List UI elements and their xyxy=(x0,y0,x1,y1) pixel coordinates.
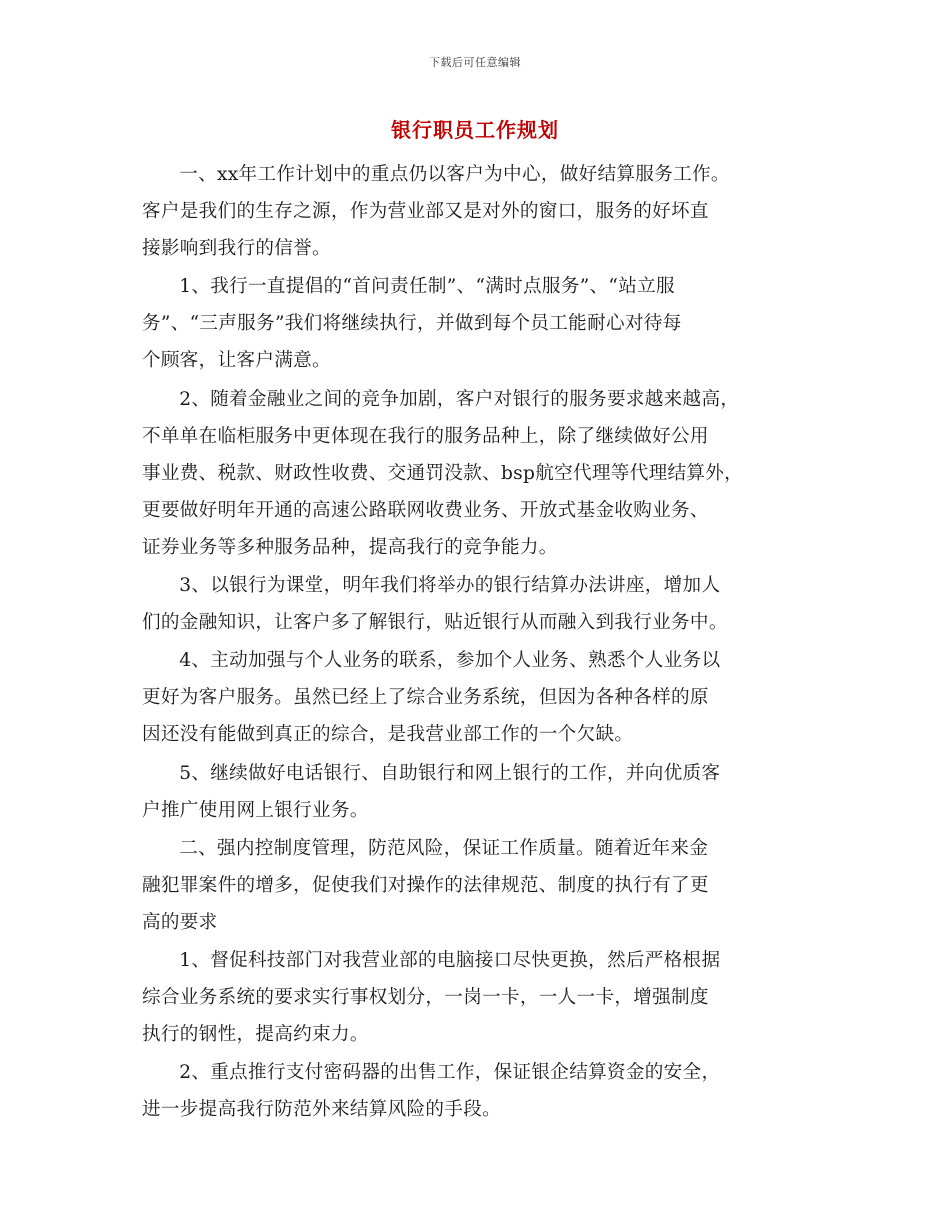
paragraph xyxy=(142,268,818,379)
text-line: 证券业务等多种服务品种，提高我行的竞争能力。 xyxy=(142,536,558,558)
page-title: 银行职员工作规划 xyxy=(391,118,559,142)
text-line: 接影响到我行的信誉。 xyxy=(142,238,331,260)
text-line: 1、我行一直提倡的“首问责任制”、“满时点服务”、“站立服 xyxy=(179,276,675,298)
text-line: 因还没有能做到真正的综合，是我营业部工作的一个欠缺。 xyxy=(142,724,634,746)
text-line: 户推广使用网上银行业务。 xyxy=(142,799,369,821)
text-line: 进一步提高我行防范外来结算风险的手段。 xyxy=(142,1099,501,1121)
text-line: 客户是我们的生存之源，作为营业部又是对外的窗口，服务的好坏直 xyxy=(142,201,709,223)
text-line: 事业费、税款、财政性收费、交通罚没款、bsp航空代理等代理结算外， xyxy=(142,462,744,484)
text-line: 2、随着金融业之间的竞争加剧，客户对银行的服务要求越来越高， xyxy=(179,388,740,410)
text-line: 综合业务系统的要求实行事权划分，一岗一卡，一人一卡，增强制度 xyxy=(142,987,709,1009)
text-line: 二、强内控制度管理，防范风险，保证工作质量。随着近年来金 xyxy=(179,837,709,859)
text-line: 高的要求 xyxy=(142,911,218,933)
text-line: 不单单在临柜服务中更体现在我行的服务品种上，除了继续做好公用 xyxy=(142,425,709,447)
text-line: 3、以银行为课堂，明年我们将举办的银行结算办法讲座，增加人 xyxy=(179,575,721,597)
text-line: 1、督促科技部门对我营业部的电脑接口尽快更换，然后严格根据 xyxy=(179,949,721,971)
paragraph xyxy=(142,1054,818,1128)
text-line: 个顾客，让客户满意。 xyxy=(142,350,331,372)
text-line: 务”、“三声服务”我们将继续执行，并做到每个员工能耐心对待每 xyxy=(142,313,682,335)
paragraph xyxy=(142,156,818,267)
document-body xyxy=(142,156,818,1129)
text-line: 一、xx年工作计划中的重点仍以客户为中心，做好结算服务工作。 xyxy=(179,164,730,185)
text-line: 2、重点推行支付密码器的出售工作，保证银企结算资金的安全， xyxy=(179,1062,721,1084)
text-line: 更要做好明年开通的高速公路联网收费业务、开放式基金收购业务、 xyxy=(142,499,709,521)
text-line: 5、继续做好电话银行、自助银行和网上银行的工作，并向优质客 xyxy=(179,762,721,784)
paragraph xyxy=(142,830,818,941)
paragraph xyxy=(142,381,818,566)
text-line: 更好为客户服务。虽然已经上了综合业务系统，但因为各种各样的原 xyxy=(142,687,709,709)
header-note: 下载后可任意编辑 xyxy=(429,56,521,69)
text-line: 4、主动加强与个人业务的联系，参加个人业务、熟悉个人业务以 xyxy=(179,650,721,672)
text-line: 执行的钢性，提高约束力。 xyxy=(142,1024,369,1046)
paragraph xyxy=(142,567,818,641)
text-line: 们的金融知识，让客户多了解银行，贴近银行从而融入到我行业务中。 xyxy=(142,612,728,634)
paragraph xyxy=(142,942,818,1053)
paragraph xyxy=(142,755,818,829)
paragraph xyxy=(142,642,818,753)
text-line: 融犯罪案件的增多，促使我们对操作的法律规范、制度的执行有了更 xyxy=(142,874,709,896)
